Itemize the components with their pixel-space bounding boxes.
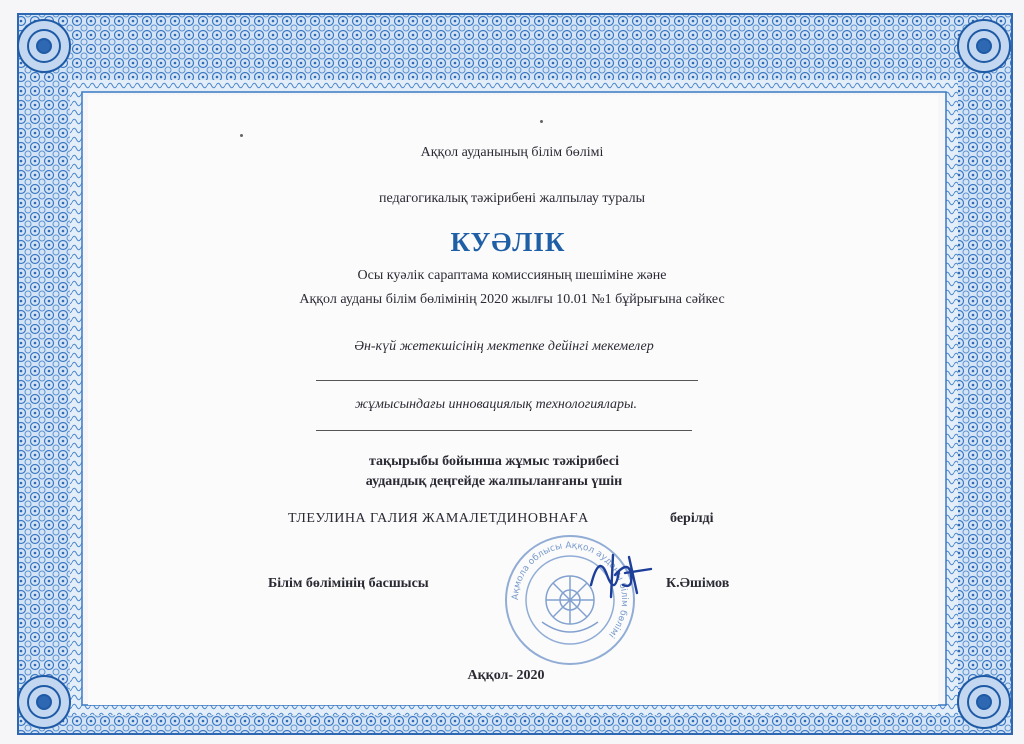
scan-speck [540,120,543,123]
achievement-line-1: тақырыбы бойынша жұмыс тәжірибесі [368,454,619,469]
place-and-year: Аққол- 2020 [467,668,545,683]
underline-rule [316,380,698,381]
recipient-name: ТЛЕУЛИНА ГАЛИЯ ЖАМАЛЕТДИНОВНАҒА [288,511,589,526]
body-line-2: Аққол ауданы білім бөлімінің 2020 жылғы 10.01 №1 бұйрығына сәйкес [299,292,725,307]
certificate-title: КУӘЛІК [450,227,566,257]
given-label: берілді [670,511,714,526]
signature-icon [585,545,655,605]
underline-rule [316,430,692,431]
achievement-line-2: аудандық деңгейде жалпыланғаны үшін [365,474,623,489]
head-name: К.Әшімов [666,576,730,591]
topic-line-2: жұмысындағы инновациялық технологиялары. [354,397,638,412]
body-line-1: Осы куәлік сараптама комиссияның шешіміне және [357,268,667,283]
department-name: Аққол ауданының білім бөлімі [420,145,604,160]
certificate-subject: педагогикалық тәжірибені жалпылау туралы [378,191,646,206]
scan-speck [240,134,243,137]
topic-line-1: Ән-күй жетекшісінің мектепке дейінгі мекемелер [354,339,654,354]
seal-text: Ақмола облысы Аққол ауданы білім бөлімі [510,540,630,640]
head-role: Білім бөлімінің басшысы [268,576,429,591]
